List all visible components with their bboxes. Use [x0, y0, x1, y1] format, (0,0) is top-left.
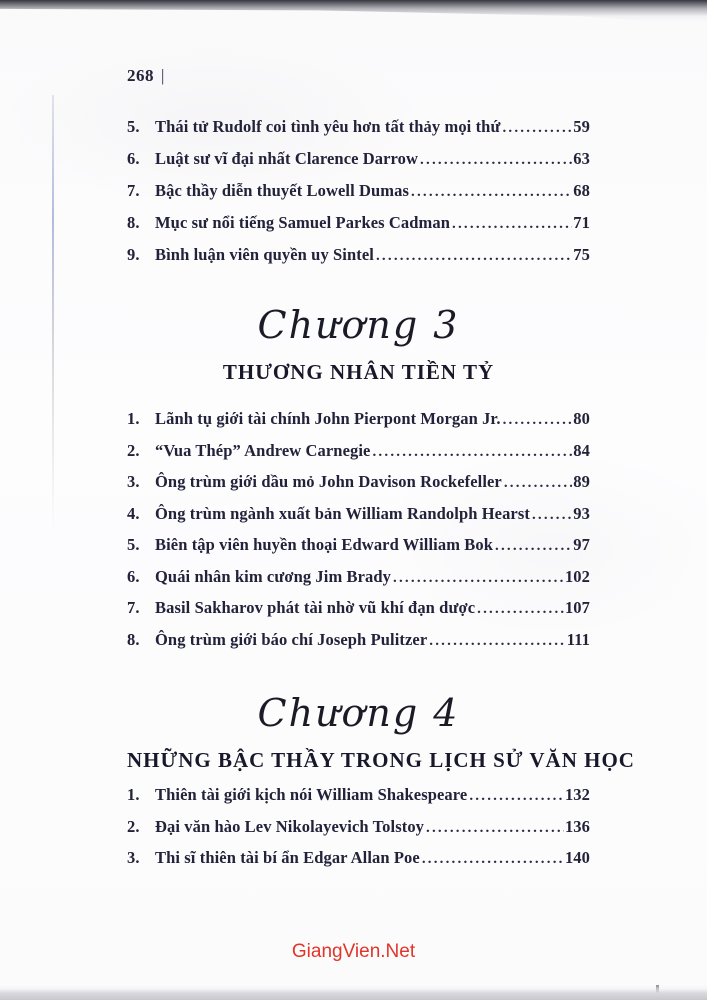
- toc-item-page: 107: [564, 598, 590, 617]
- toc-item-number: 3.: [127, 472, 140, 491]
- toc-item-title: Đại văn hào Lev Nikolayevich Tolstoy: [155, 816, 425, 836]
- toc-item-page: 80: [573, 409, 590, 428]
- toc-leader-dots: [504, 472, 572, 492]
- chapter-heading: [127, 687, 635, 775]
- toc-item-number: 5.: [127, 535, 140, 554]
- toc-item-title: Thiên tài giới kịch nói William Shakespeare: [155, 785, 468, 804]
- toc-item-page: 136: [564, 816, 590, 836]
- toc-item-page: 102: [564, 566, 590, 586]
- toc-row: [127, 181, 590, 213]
- toc-item-page: 63: [573, 149, 590, 168]
- toc-section: [127, 117, 590, 277]
- toc-list: [127, 785, 590, 880]
- toc-row: [127, 535, 590, 567]
- toc-item-title: Ông trùm ngành xuất bản William Randolph Hearst: [155, 503, 530, 523]
- toc-leader-dots: [532, 504, 572, 524]
- toc-row: [127, 817, 590, 849]
- page-gutter-crease: [52, 95, 54, 535]
- toc-item-page: 97: [573, 535, 590, 554]
- toc-leader-dots: [495, 535, 572, 555]
- toc-sections: [127, 0, 635, 880]
- toc-row: [127, 409, 590, 441]
- toc-item-number: 1.: [127, 409, 140, 428]
- toc-leader-dots: [429, 630, 566, 650]
- toc-item-title: Bình luận viên quyền uy Sintel: [155, 245, 374, 264]
- toc-item-number: 2.: [127, 816, 140, 836]
- toc-item-page: 68: [573, 181, 590, 200]
- toc-leader-dots: [411, 181, 572, 201]
- page-number-separator: |: [161, 66, 165, 85]
- toc-item-page: 59: [573, 117, 590, 136]
- toc-item-number: 8.: [127, 629, 140, 649]
- toc-leader-dots: [372, 441, 572, 461]
- page-bottom-edge-shadow: [0, 985, 707, 1000]
- toc-item-page: 140: [564, 848, 590, 867]
- chapter-title: THƯƠNG NHÂN TIỀN TỶ: [222, 360, 495, 384]
- toc-leader-dots: [420, 149, 572, 169]
- toc-row: [127, 630, 590, 662]
- toc-section: [127, 687, 635, 880]
- toc-item-page: 111: [566, 629, 590, 649]
- toc-item-page: 93: [573, 503, 590, 523]
- toc-item-number: 5.: [127, 117, 140, 136]
- chapter-heading: [127, 299, 590, 387]
- toc-row: [127, 149, 590, 181]
- toc-item-page: 132: [564, 785, 590, 804]
- toc-row: [127, 117, 590, 149]
- toc-item-title: Ông trùm giới dầu mỏ John Davison Rockefeller: [155, 472, 502, 491]
- toc-row: [127, 598, 590, 630]
- toc-item-title: Luật sư vĩ đại nhất Clarence Darrow: [155, 149, 419, 168]
- toc-item-number: 4.: [127, 503, 140, 523]
- toc-leader-dots: [477, 598, 564, 618]
- toc-item-number: 1.: [127, 785, 140, 804]
- toc-leader-dots: [426, 817, 564, 837]
- chapter-title: NHỮNG BẬC THẦY TRONG LỊCH SỬ VĂN HỌC: [127, 748, 635, 772]
- toc-item-title: Thái tử Rudolf coi tình yêu hơn tất thảy mọi thứ: [155, 117, 501, 136]
- toc-leader-dots: [376, 245, 572, 265]
- toc-item-title: Quái nhân kim cương Jim Brady: [155, 566, 392, 586]
- toc-row: [127, 504, 590, 536]
- watermark: GiangVien.Net: [291, 941, 416, 962]
- toc-item-page: 89: [573, 472, 590, 491]
- toc-row: [127, 441, 590, 473]
- toc-item-title: Basil Sakharov phát tài nhờ vũ khí đạn dược: [155, 598, 476, 617]
- toc-row: [127, 567, 590, 599]
- toc-item-title: Bậc thầy diễn thuyết Lowell Dumas: [155, 181, 410, 200]
- toc-item-number: 6.: [127, 566, 140, 586]
- toc-item-title: Thi sĩ thiên tài bí ẩn Edgar Allan Poe: [155, 848, 420, 867]
- toc-item-number: 7.: [127, 181, 140, 200]
- toc-leader-dots: [469, 785, 564, 805]
- toc-item-title: Ông trùm giới báo chí Joseph Pulitzer: [155, 629, 428, 649]
- toc-leader-dots: [452, 213, 572, 233]
- toc-leader-dots: [502, 117, 572, 137]
- toc-item-number: 7.: [127, 598, 140, 617]
- toc-item-page: 84: [573, 440, 590, 460]
- chapter-script-title: Chương 4: [257, 691, 460, 735]
- toc-item-number: 3.: [127, 848, 140, 867]
- chapter-script-title: Chương 3: [257, 303, 460, 347]
- page-footer: [0, 941, 707, 963]
- toc-leader-dots: [393, 567, 564, 587]
- toc-list: [127, 409, 590, 661]
- toc-item-title: Lãnh tụ giới tài chính John Pierpont Morgan Jr.: [155, 409, 501, 428]
- toc-item-number: 8.: [127, 213, 140, 232]
- toc-item-title: “Vua Thép” Andrew Carnegie: [155, 440, 371, 460]
- toc-row: [127, 213, 590, 245]
- toc-item-number: 9.: [127, 245, 140, 264]
- toc-row: [127, 245, 590, 277]
- toc-item-number: 6.: [127, 149, 140, 168]
- toc-list: [127, 117, 590, 277]
- toc-row: [127, 848, 590, 880]
- toc-item-number: 2.: [127, 440, 140, 460]
- toc-item-title: Mục sư nổi tiếng Samuel Parkes Cadman: [155, 213, 451, 232]
- toc-row: [127, 785, 590, 817]
- toc-row: [127, 472, 590, 504]
- toc-item-title: Biên tập viên huyền thoại Edward William Bok: [155, 535, 493, 554]
- toc-leader-dots: [422, 848, 564, 868]
- toc-item-page: 71: [573, 213, 590, 232]
- page-number: 268: [127, 66, 154, 85]
- toc-leader-dots: [503, 409, 573, 429]
- toc-section: [127, 299, 590, 661]
- toc-item-page: 75: [573, 245, 590, 264]
